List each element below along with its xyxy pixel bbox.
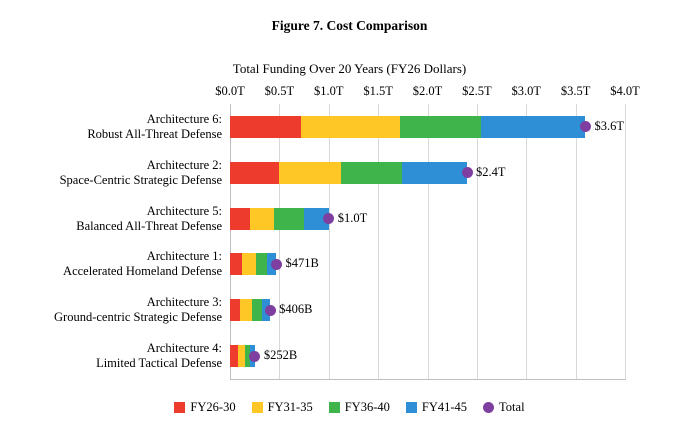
- bar-segment: [230, 116, 301, 138]
- bar-segment: [274, 208, 304, 230]
- stacked-bar: [230, 116, 625, 138]
- category-label: [63, 249, 222, 279]
- bar-segment: [250, 208, 275, 230]
- bar-segment: [230, 208, 250, 230]
- legend-item: [329, 400, 390, 415]
- category-label-line: Architecture 5:: [146, 203, 222, 218]
- stacked-bar: [230, 162, 625, 184]
- x-axis-line: [230, 379, 626, 380]
- total-marker: [580, 121, 591, 132]
- total-marker: [462, 167, 473, 178]
- bar-segment: [256, 253, 267, 275]
- stacked-bar: [230, 208, 625, 230]
- bar-value-label: $471B: [285, 256, 319, 271]
- bar-value-label: $3.6T: [594, 118, 625, 133]
- bar-segment: [240, 299, 252, 321]
- gridline: [279, 104, 280, 379]
- gridline: [230, 104, 231, 379]
- bar-segment: [481, 116, 586, 138]
- gridline: [576, 104, 577, 379]
- legend-item: [174, 400, 235, 415]
- category-label: [54, 295, 222, 325]
- bar-segment: [341, 162, 402, 184]
- bar-segment: [252, 299, 262, 321]
- x-tick-label: $0.0T: [215, 84, 245, 98]
- gridline: [378, 104, 379, 379]
- category-label-line: Architecture 1:: [146, 249, 222, 264]
- x-axis-title: Total Funding Over 20 Years (FY26 Dollars): [232, 61, 467, 76]
- total-marker: [271, 259, 282, 270]
- gridline: [625, 104, 626, 379]
- legend-label: FY41-45: [421, 400, 468, 414]
- legend-item: [406, 400, 467, 415]
- legend-item: [483, 400, 525, 415]
- bar-segment: [230, 299, 240, 321]
- y-axis-category-labels: [0, 104, 226, 379]
- category-label-line: Ground-centric Strategic Defense: [54, 310, 222, 325]
- category-label-line: Accelerated Homeland Defense: [63, 264, 222, 279]
- x-axis-tick-labels: [215, 84, 640, 100]
- legend-label: FY36-40: [344, 400, 390, 414]
- category-label-line: Balanced All-Threat Defense: [76, 218, 222, 233]
- legend-label: FY26-30: [190, 400, 236, 414]
- bar-value-label: $252B: [263, 348, 298, 363]
- bar-segment: [400, 116, 481, 138]
- bar-value-label: $1.0T: [337, 210, 368, 225]
- gridline: [329, 104, 330, 379]
- stacked-bar: [230, 253, 625, 275]
- x-tick-label: $1.5T: [363, 84, 393, 98]
- category-label-line: Architecture 6:: [146, 111, 222, 126]
- total-marker: [249, 351, 260, 362]
- stacked-bar: [230, 345, 625, 367]
- category-label-line: Architecture 4:: [146, 341, 222, 356]
- legend-label: FY31-35: [267, 400, 313, 414]
- bar-segment: [402, 162, 467, 184]
- gridline: [526, 104, 527, 379]
- x-tick-label: $4.0T: [610, 84, 640, 98]
- legend-swatch-icon: [252, 402, 263, 413]
- chart-legend: [0, 400, 699, 415]
- x-tick-label: $2.0T: [412, 84, 443, 98]
- category-label-line: Space-Centric Strategic Defense: [59, 172, 222, 187]
- legend-swatch-icon: [406, 402, 417, 413]
- total-marker: [323, 213, 334, 224]
- legend-item: [252, 400, 313, 415]
- stacked-bar: [230, 299, 625, 321]
- bar-segment: [230, 253, 242, 275]
- chart-title: Figure 7. Cost Comparison: [271, 18, 428, 33]
- bar-segment: [301, 116, 400, 138]
- gridline: [477, 104, 478, 379]
- x-tick-label: $0.5T: [264, 84, 295, 98]
- bar-segment: [238, 345, 245, 367]
- legend-swatch-icon: [329, 402, 340, 413]
- category-label-line: Architecture 2:: [146, 157, 222, 172]
- category-label-line: Robust All-Threat Defense: [87, 126, 222, 141]
- x-tick-label: $3.0T: [511, 84, 542, 98]
- bar-segment: [242, 253, 256, 275]
- bar-segment: [279, 162, 340, 184]
- category-label-line: Architecture 3:: [146, 295, 222, 310]
- legend-label: Total: [499, 400, 525, 414]
- bar-segment: [230, 162, 279, 184]
- category-label: [96, 341, 222, 371]
- bar-value-label: $2.4T: [476, 164, 506, 179]
- category-label: [60, 158, 222, 188]
- x-tick-label: $3.5T: [560, 84, 591, 98]
- plot-area: [230, 104, 625, 379]
- bar-segment: [230, 345, 238, 367]
- legend-marker-icon: [483, 402, 494, 413]
- category-label: [87, 112, 222, 142]
- total-marker: [265, 305, 276, 316]
- x-tick-label: $2.5T: [462, 84, 492, 98]
- x-tick-label: $1.0T: [313, 84, 344, 98]
- bar-value-label: $406B: [279, 302, 313, 317]
- legend-swatch-icon: [174, 402, 185, 413]
- category-label-line: Limited Tactical Defense: [96, 356, 222, 371]
- gridline: [428, 104, 429, 379]
- category-label: [76, 204, 222, 234]
